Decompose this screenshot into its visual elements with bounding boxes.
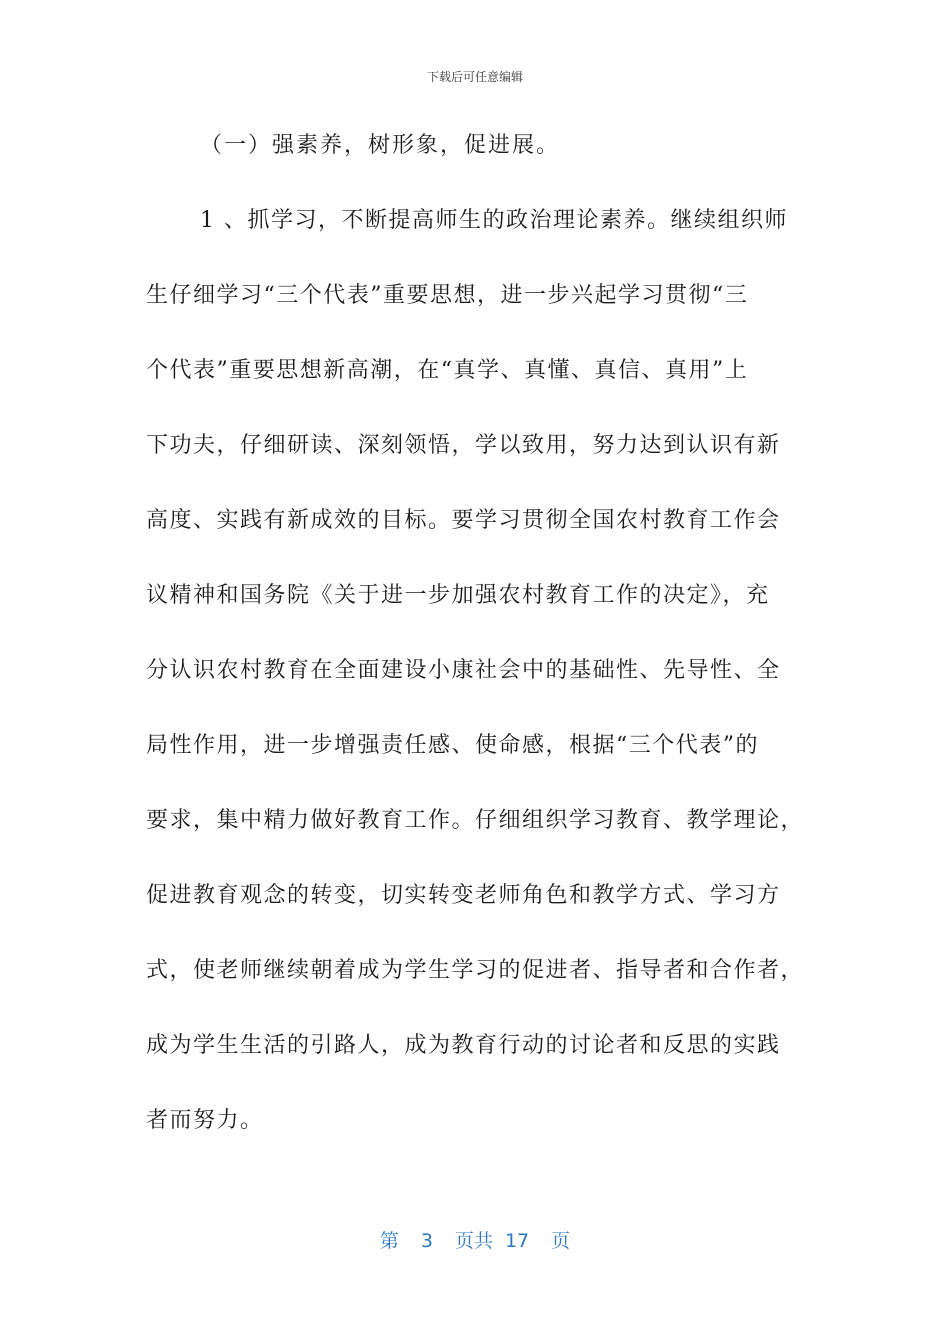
page-header-note: 下载后可任意编辑 [426, 70, 523, 84]
paragraph-line: 促进教育观念的转变，切实转变老师角色和教学方式、学习方 [146, 883, 781, 908]
footer-middle: 页共 [454, 1230, 493, 1252]
section-heading: （一）强素养，树形象，促进展。 [200, 133, 561, 158]
page-footer [0, 1226, 950, 1253]
paragraph-line: 高度、实践有新成效的目标。要学习贯彻全国农村教育工作会 [146, 508, 781, 533]
paragraph-line: 议精神和国务院《关于进一步加强农村教育工作的决定》，充 [146, 583, 770, 608]
footer-total-pages: 17 [504, 1230, 530, 1252]
paragraph-line: 式，使老师继续朝着成为学生学习的促进者、指导者和合作者， [146, 958, 805, 983]
paragraph-line: 1 、抓学习，不断提高师生的政治理论素养。继续组织师 [200, 208, 788, 233]
footer-prefix: 第 [379, 1230, 399, 1252]
paragraph-line: 个代表”重要思想新高潮，在“真学、真懂、真信、真用”上 [146, 358, 749, 383]
footer-suffix: 页 [551, 1230, 571, 1252]
paragraph-line: 分认识农村教育在全面建设小康社会中的基础性、先导性、全 [146, 658, 781, 683]
paragraph-line: 局性作用，进一步增强责任感、使命感，根据“三个代表”的 [146, 733, 759, 758]
paragraph-line: 下功夫，仔细研读、深刻领悟，学以致用，努力达到认识有新 [146, 433, 781, 458]
footer-current-page: 3 [420, 1230, 433, 1252]
paragraph-line: 要求，集中精力做好教育工作。仔细组织学习教育、教学理论， [146, 808, 805, 833]
paragraph-line: 生仔细学习“三个代表”重要思想，进一步兴起学习贯彻“三 [146, 283, 749, 308]
paragraph-line: 者而努力。 [146, 1108, 264, 1133]
paragraph-line: 成为学生生活的引路人，成为教育行动的讨论者和反思的实践 [146, 1033, 781, 1058]
